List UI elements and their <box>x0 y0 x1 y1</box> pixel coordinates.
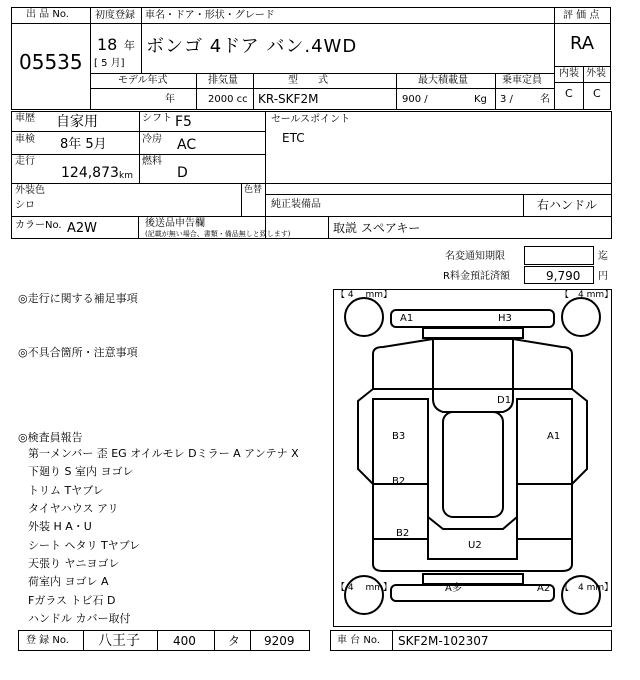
inspector-line: 荷室内 ヨゴレ A <box>28 575 109 588</box>
max-load-label: 最大積載量 <box>418 75 468 86</box>
max-load-value: 900 / <box>402 94 428 105</box>
damage-mark: D1 <box>497 395 512 406</box>
name-change-unit: 迄 <box>598 251 608 262</box>
grade-label: 評 価 点 <box>563 10 600 21</box>
divider <box>214 630 215 651</box>
genuine-label: 純正装備品 <box>271 199 321 210</box>
damage-mark: B2 <box>392 476 406 487</box>
displacement-label: 排気量 <box>208 75 238 86</box>
registration-number: 9209 <box>264 634 295 648</box>
inspector-line: 第一メンバー 歪 EG オイルモレ Dミラー A アンテナ X <box>28 447 299 460</box>
capacity-unit: 名 <box>540 94 550 105</box>
name-change-field <box>524 246 594 265</box>
mileage-label: 走行 <box>15 156 35 167</box>
divider <box>11 183 612 184</box>
damage-mark: U2 <box>468 540 482 551</box>
tire-depth-front-left: 【 4 mm】 <box>336 290 392 300</box>
divider <box>90 73 554 74</box>
inspection-label: 車検 <box>15 134 35 145</box>
sales-point-label: セールスポイント <box>271 114 351 125</box>
car-name: ボンゴ 4ドア バン.4WD <box>146 36 358 57</box>
recycle-label: R料金預託済額 <box>443 271 510 282</box>
divider <box>138 216 139 239</box>
inspection-value: 8年 5月 <box>60 137 107 152</box>
divider <box>241 183 242 216</box>
damage-mark: B2 <box>396 528 410 539</box>
registration-label: 登 録 No. <box>26 635 69 646</box>
car-outline <box>333 289 612 627</box>
divider <box>141 7 142 73</box>
model-label: 型 式 <box>288 75 328 86</box>
first-reg-label: 初度登録 <box>95 10 135 21</box>
divider <box>250 630 251 651</box>
post-report-label: 後送品申告欄 <box>145 218 205 229</box>
exterior-label: 外装 <box>586 68 606 79</box>
damage-mark: A多 <box>445 583 462 594</box>
lot-no: 05535 <box>19 50 83 74</box>
inspector-line: Fガラス トビ石 D <box>28 594 116 607</box>
car-name-label: 車名・ドア・形状・グレード <box>145 10 275 21</box>
chassis-label: 車 台 No. <box>337 635 380 646</box>
divider <box>90 23 554 24</box>
damage-mark: A2 <box>537 583 551 594</box>
model-year-label: モデル年式 <box>118 75 168 86</box>
divider <box>328 216 329 239</box>
divider <box>495 73 496 110</box>
divider <box>265 111 266 239</box>
model-code: KR-SKF2M <box>258 92 319 106</box>
damage-mark: A1 <box>400 313 414 324</box>
defect-notes-label: ◎不具合箇所・注意事項 <box>18 346 138 359</box>
interior-label: 内装 <box>559 68 579 79</box>
inspector-line: シート ヘタリ Tヤブレ <box>28 539 141 552</box>
interior-grade: C <box>565 87 573 100</box>
max-load-unit: Kg <box>474 94 487 105</box>
history-label: 車歴 <box>15 113 35 124</box>
divider <box>11 154 265 155</box>
exterior-color-label: 外装色 <box>15 185 45 196</box>
divider <box>11 216 612 217</box>
divider <box>253 73 254 110</box>
divider <box>554 23 611 24</box>
registration-class: 400 <box>173 634 196 648</box>
fuel-label: 燃料 <box>142 156 162 167</box>
capacity-label: 乗車定員 <box>502 75 542 86</box>
inspector-line: 外装 H A・U <box>28 520 92 533</box>
divider <box>396 73 397 110</box>
tire-depth-rear-left: 【 4 mm】 <box>336 583 392 593</box>
capacity-value: 3 / <box>500 94 513 105</box>
divider <box>583 66 584 110</box>
first-reg-month: [ 5 月] <box>94 58 125 69</box>
lot-no-label: 出 品 No. <box>26 9 69 20</box>
color-no-value: A2W <box>67 221 98 236</box>
tire-depth-front-right: 【 4 mm】 <box>560 290 614 300</box>
ac-value: AC <box>177 137 197 153</box>
divider <box>139 111 140 183</box>
model-year-value: 年 <box>165 94 175 105</box>
shift-label: シフト <box>142 113 172 124</box>
fuel-value: D <box>177 165 188 181</box>
recycle-value: 9,790 <box>546 269 581 283</box>
damage-mark: A1 <box>547 431 561 442</box>
sales-point-value: ETC <box>282 131 305 145</box>
inspector-line: 下廻り S 室内 ヨゴレ <box>28 465 134 478</box>
tire-depth-rear-right: 【 4 mm】 <box>560 583 614 593</box>
damage-mark: B3 <box>392 431 406 442</box>
divider <box>196 73 197 110</box>
mileage-value: 124,873 <box>61 165 119 181</box>
shift-value: F5 <box>175 114 192 130</box>
divider <box>157 630 158 651</box>
chassis-number: SKF2M-102307 <box>398 634 489 648</box>
color-change-label: 色替 <box>244 185 263 195</box>
divider <box>392 630 393 651</box>
divider <box>90 88 554 89</box>
ac-label: 冷房 <box>142 134 162 145</box>
exterior-grade: C <box>593 87 601 100</box>
overall-grade: RA <box>570 33 595 54</box>
mileage-unit: km <box>119 171 133 181</box>
registration-kana: タ <box>228 634 241 648</box>
recycle-unit: 円 <box>598 271 608 282</box>
name-change-label: 名変通知期限 <box>445 251 505 262</box>
history-value: 自家用 <box>56 114 98 130</box>
damage-mark: H3 <box>498 313 512 324</box>
inspector-line: タイヤハウス アリ <box>28 502 119 515</box>
post-report-note: (記載が無い場合、書類・備品無しと致します) <box>145 230 291 238</box>
displacement-value: 2000 cc <box>208 94 248 105</box>
inspector-line: トリム Tヤブレ <box>28 484 104 497</box>
divider <box>83 630 84 651</box>
divider <box>265 194 612 195</box>
inspector-line: 天張り ヤニヨゴレ <box>28 557 120 570</box>
year-char: 年 <box>124 39 135 52</box>
handle-value: 右ハンドル <box>537 198 598 212</box>
divider <box>11 23 90 24</box>
inspector-line: ハンドル カバー取付 <box>28 612 131 625</box>
divider <box>523 194 524 216</box>
color-no-label: カラーNo. <box>15 220 62 231</box>
exterior-color-value: シロ <box>15 200 35 211</box>
driving-notes-label: ◎走行に関する補足事項 <box>18 292 138 305</box>
divider <box>11 131 265 132</box>
inspector-report-label: ◎検査員報告 <box>18 431 83 444</box>
registration-place: 八王子 <box>98 633 140 649</box>
manual-value: 取説 スペアキー <box>333 221 421 235</box>
first-reg-year: 18 <box>97 35 118 54</box>
